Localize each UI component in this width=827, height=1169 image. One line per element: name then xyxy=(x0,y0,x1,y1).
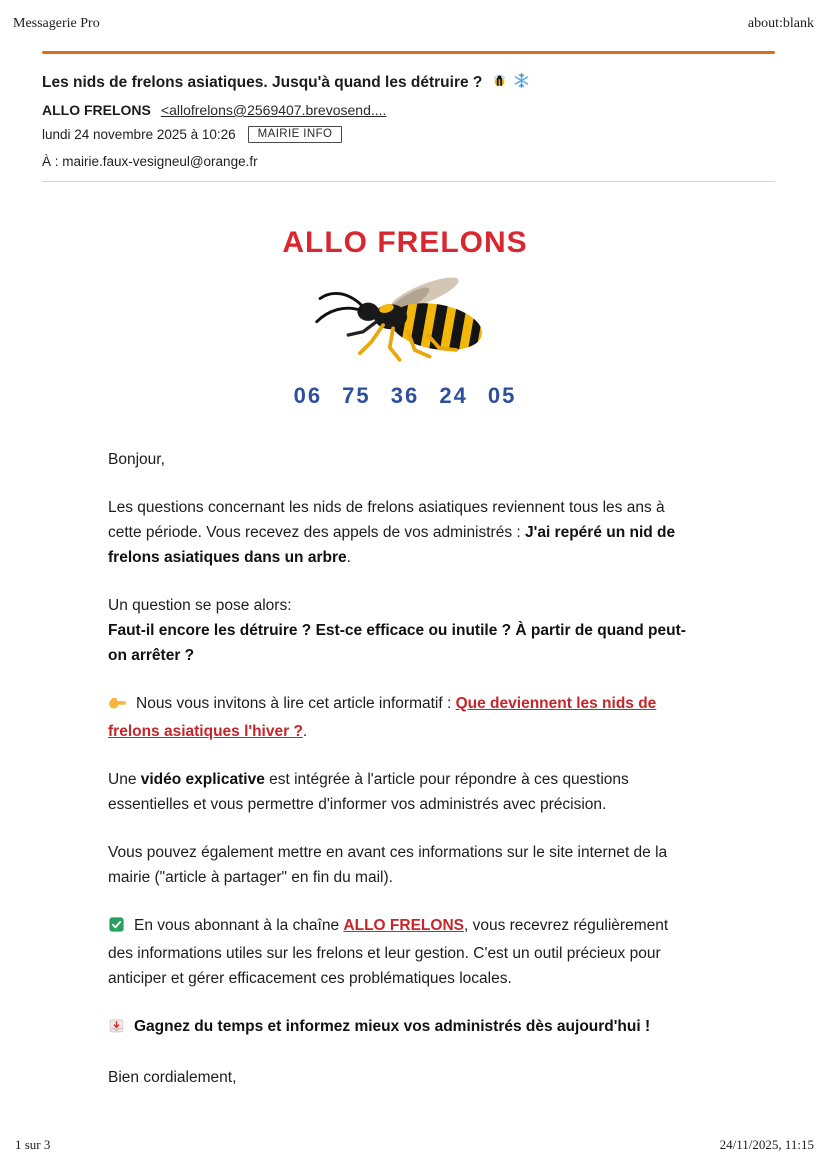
email-subject xyxy=(42,72,782,94)
email-date: lundi 24 novembre 2025 à 10:26 xyxy=(42,127,236,142)
email-from-row xyxy=(42,102,782,118)
inbox-download-icon xyxy=(108,1017,125,1042)
snowflake-icon xyxy=(513,72,530,94)
paragraph-intro-end: . xyxy=(346,549,351,566)
logo-phone-number: 06 75 36 24 05 xyxy=(293,383,517,408)
sender-address-link[interactable]: <allofrelons@2569407.brevosend.... xyxy=(160,102,387,118)
article-link-end: . xyxy=(302,723,308,740)
cta-bold: Gagnez du temps et informez mieux vos administrés dès aujourd'hui ! xyxy=(134,1018,651,1035)
mailbox-tag-badge: MAIRIE INFO xyxy=(248,126,343,143)
question-bold: Faut-il encore les détruire ? Est-ce efficace ou inutile ? À partir de quand peut-on arrêter ? xyxy=(108,622,686,664)
paragraph-question xyxy=(108,593,694,668)
video-bold: vidéo explicative xyxy=(140,771,265,788)
email-to-row xyxy=(42,154,782,169)
paragraph-intro-bold: J'ai repéré un nid de frelons asiatiques dans un arbre xyxy=(108,524,676,566)
email-header-divider xyxy=(42,181,775,182)
print-timestamp: 24/11/2025, 11:15 xyxy=(719,1137,814,1152)
pointing-right-hand-icon xyxy=(108,694,127,719)
article-invite-text: Nous vous invitons à lire cet article informatif : xyxy=(136,695,456,712)
print-header xyxy=(13,16,814,32)
allo-frelons-logo xyxy=(0,226,810,409)
email-body xyxy=(108,447,694,1113)
wasp-photo xyxy=(0,262,810,379)
paragraph-video xyxy=(108,767,694,817)
video-pre: Une xyxy=(108,771,141,788)
subject-text: Les nids de frelons asiatiques. Jusqu'à quand les détruire ? xyxy=(42,74,483,91)
paragraph-share: Vous pouvez également mettre en avant ces informations sur le site internet de la mairie ("article à partager" en fin du mail). xyxy=(108,844,668,886)
print-page-title: Messagerie Pro xyxy=(13,16,100,31)
paragraph-cta xyxy=(108,1014,694,1042)
channel-link[interactable]: ALLO FRELONS xyxy=(343,917,464,934)
paragraph-intro xyxy=(108,495,694,570)
header-divider xyxy=(42,51,775,54)
paragraph-subscribe xyxy=(108,913,694,991)
subscribe-post: , vous recevrez régulièrement des informations utiles sur les frelons et leur gestion. C'est un outil précieux pour anticiper et gérer efficacement ces problématiques locales. xyxy=(108,917,669,987)
subscribe-pre: En vous abonnant à la chaîne xyxy=(134,917,344,934)
closing: Bien cordialement, xyxy=(108,1069,237,1086)
greeting: Bonjour, xyxy=(108,451,165,468)
print-footer xyxy=(15,1137,814,1153)
page-count: 1 sur 3 xyxy=(15,1137,51,1152)
video-post: est intégrée à l'article pour répondre à ces questions essentielles et vous permettre d'informer vos administrés avec précision. xyxy=(108,771,629,813)
email-date-row xyxy=(42,126,782,143)
email-header xyxy=(42,72,782,169)
check-box-icon xyxy=(108,916,125,941)
sender-name: ALLO FRELONS xyxy=(42,102,151,118)
paragraph-article-link xyxy=(108,691,694,744)
print-source-url: about:blank xyxy=(747,16,814,31)
to-label: À : xyxy=(42,154,59,169)
paragraph-intro-text: Les questions concernant les nids de frelons asiatiques reviennent tous les ans à cette période. Vous recevez des appels de vos administrés : xyxy=(108,499,665,541)
question-lead: Un question se pose alors: xyxy=(108,597,292,614)
bee-icon xyxy=(491,72,508,94)
article-link[interactable]: Que deviennent les nids de frelons asiatiques l'hiver ? xyxy=(108,695,657,740)
logo-title: ALLO FRELONS xyxy=(282,226,528,259)
recipient-address: mairie.faux-vesigneul@orange.fr xyxy=(62,154,258,169)
